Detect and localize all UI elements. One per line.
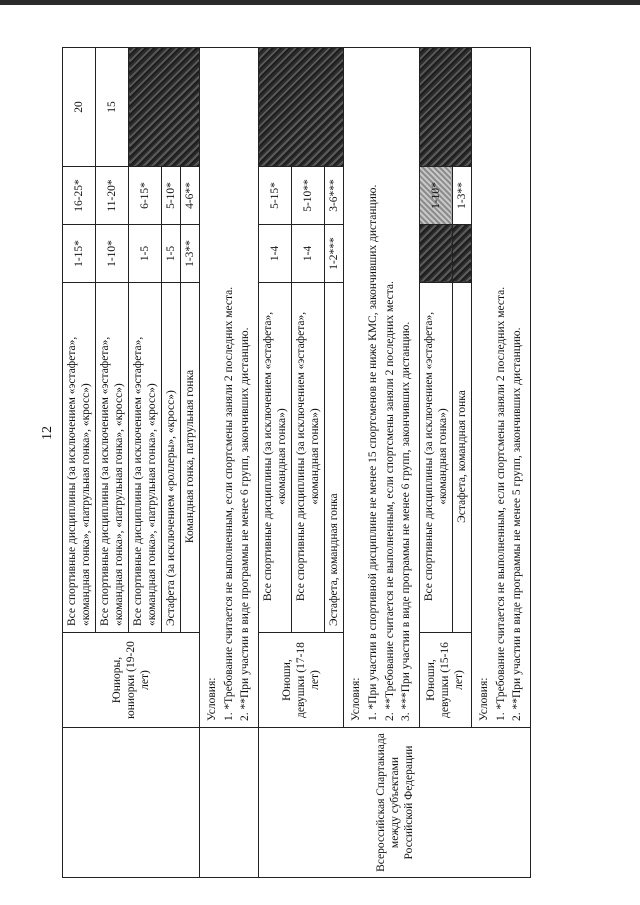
conditions-cell (344, 48, 420, 728)
rank-cell: 6-15* (129, 167, 162, 225)
group-cell: Юноши, девушки (15-16 лет) (419, 633, 471, 728)
condition-line: 2. **Требование считается не выполненным, если спортсмены заняли 2 последних места. (383, 281, 396, 721)
rank-cell: 1-2*** (325, 225, 344, 283)
discipline-cell: Командная гонка, патрульная гонка (181, 283, 200, 633)
condition-line: 1. *Требование считается не выполненным, если спортсмены заняли 2 последних места. (222, 286, 235, 721)
rotated-table-container (62, 48, 626, 878)
condition-line: 3. ***При участии в виде программы не менее 6 групп, закончивших дистанцию. (400, 321, 413, 721)
rank-cell: 11-20* (96, 167, 129, 225)
discipline-cell: Все спортивные дисциплины (за исключением «эстафета», «командная гонка», «патрульная гонка», «кросс») (96, 283, 129, 633)
conditions-cell (471, 48, 530, 728)
rank-cell: 1-10* (96, 225, 129, 283)
rank-cell: 5-10** (292, 167, 325, 225)
discipline-cell: Все спортивные дисциплины (за исключением «эстафета», «командная гонка», «патрульная гонка», «кросс») (129, 283, 162, 633)
group-cell: Юноши, девушки (17-18 лет) (259, 633, 344, 728)
rank-cell: 1-5 (162, 225, 181, 283)
conditions-cell (200, 48, 259, 728)
competition-cell-top (200, 728, 259, 878)
rank-cell: 5-10* (162, 167, 181, 225)
rank-cell: 1-5 (129, 225, 162, 283)
rank-cell: 16-25* (63, 167, 96, 225)
competition-cell: Всероссийская Спартакиада между субъектами Российской Федерации (259, 728, 531, 878)
condition-line: 2. **При участии в виде программы не менее 6 групп, закончивших дистанцию. (239, 327, 252, 721)
group-cell: Юниоры, юниорки (19-20 лет) (63, 633, 200, 728)
condition-line: 1. *При участии в спортивной дисциплине не менее 15 спортсменов не ниже КМС, закончивших дистанцию. (366, 184, 379, 721)
table-row (259, 48, 292, 878)
rank-cell: 20 (63, 48, 96, 167)
discipline-cell: Эстафета, командная гонка (325, 283, 344, 633)
discipline-cell: Все спортивные дисциплины (за исключением «эстафета», «командная гонка», «патрульная гонка», «кросс») (63, 283, 96, 633)
shaded-cell (452, 225, 471, 283)
shaded-cell (129, 48, 200, 167)
discipline-cell: Эстафета, командная гонка (452, 283, 471, 633)
rank-cell: 3-6*** (325, 167, 344, 225)
rank-cell: 5-15* (259, 167, 292, 225)
rank-cell: 1-3** (452, 167, 471, 225)
page-number: 12 (40, 426, 55, 440)
rank-cell: 1-3** (181, 225, 200, 283)
competition-cell-top (63, 728, 200, 878)
discipline-cell: Все спортивные дисциплины (за исключением «эстафета», «командная гонка») (259, 283, 292, 633)
shaded-cell (419, 48, 471, 167)
conditions-heading: Условия: (477, 677, 490, 721)
rank-cell: 15 (96, 48, 129, 167)
discipline-cell: Все спортивные дисциплины (за исключением «эстафета», «командная гонка») (419, 283, 452, 633)
conditions-heading: Условия: (206, 677, 219, 721)
discipline-cell: Эстафета (за исключением «роллеры», «кросс») (162, 283, 181, 633)
rank-cell: 4-6** (181, 167, 200, 225)
scan-top-edge (0, 0, 640, 5)
shaded-cell (259, 48, 344, 167)
rank-cell: 1-4 (259, 225, 292, 283)
discipline-cell: Все спортивные дисциплины (за исключением «эстафета», «командная гонка») (292, 283, 325, 633)
table-row (63, 48, 96, 878)
norms-table (62, 47, 531, 878)
condition-line: 1. *Требование считается не выполненным, если спортсмены заняли 2 последних места. (494, 286, 507, 721)
conditions-row (200, 48, 259, 878)
shaded-cell (419, 225, 452, 283)
rank-cell: 1-4 (292, 225, 325, 283)
rank-cell: 1-15* (63, 225, 96, 283)
rank-cell: 1-10* (419, 167, 452, 225)
conditions-heading: Условия: (350, 677, 363, 721)
condition-line: 2. **При участии в виде программы не менее 5 групп, закончивших дистанцию. (511, 327, 524, 721)
